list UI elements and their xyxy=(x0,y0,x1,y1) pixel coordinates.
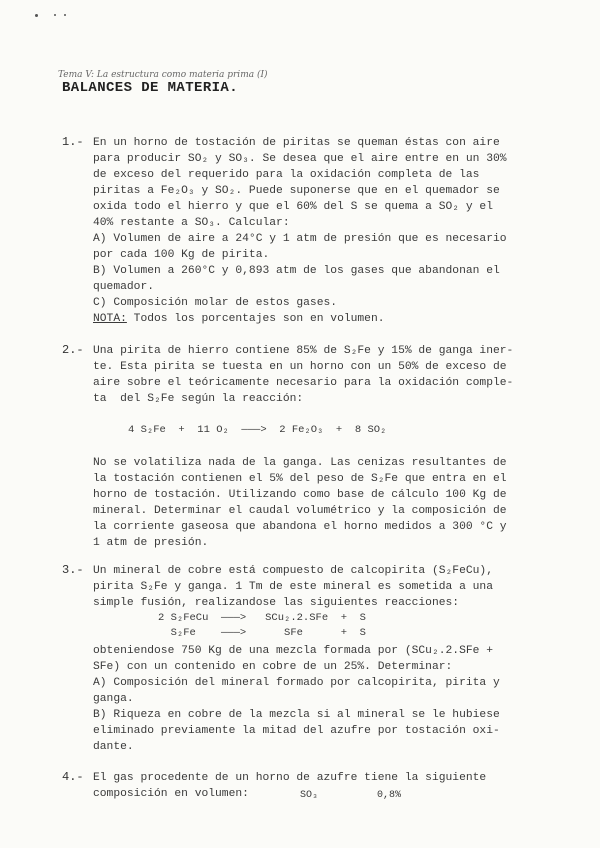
problem-1-line: En un horno de tostación de piritas se queman éstas con aire xyxy=(93,137,500,149)
problem-1-line: 40% restante a SO₃. Calcular: xyxy=(93,217,290,229)
problem-3-line: A) Composición del mineral formado por calcopirita, pirita y xyxy=(93,677,500,689)
problem-1-note xyxy=(93,311,385,327)
problem-number-3: 3.- xyxy=(62,563,84,577)
problem-1-line: de exceso del requerido para la oxidación completa de las xyxy=(93,169,480,181)
problem-2-line: aire sobre el teóricamente necesario para la oxidación comple- xyxy=(93,377,514,389)
problem-1-line: piritas a Fe₂O₃ y SO₂. Puede suponerse que en el quemador se xyxy=(93,185,500,197)
problem-1-line: oxida todo el hierro y que el 60% del S se quema a SO₂ y el xyxy=(93,201,493,213)
problem-2-line: No se volatiliza nada de la ganga. Las cenizas resultantes de xyxy=(93,457,507,469)
problem-3-line: simple fusión, realizandose las siguientes reacciones: xyxy=(93,597,460,609)
gas-component: SO₃ xyxy=(300,790,319,801)
problem-number-1: 1.- xyxy=(62,135,84,149)
problem-2-line: la corriente gaseosa que abandona el horno medidos a 300 °C y xyxy=(93,521,507,533)
problem-1-line: B) Volumen a 260°C y 0,893 atm de los gases que abandonan el xyxy=(93,265,500,277)
problem-1-line: quemador. xyxy=(93,281,155,293)
reaction-2: S₂Fe ———> SFe + S xyxy=(158,627,366,639)
note-label: NOTA: xyxy=(93,313,127,325)
problem-3-line: eliminado previamente la mitad del azufre por tostación oxi- xyxy=(93,725,500,737)
problem-1-line: A) Volumen de aire a 24°C y 1 atm de presión que es necesario xyxy=(93,233,507,245)
problem-1-line: por cada 100 Kg de pirita. xyxy=(93,249,270,261)
problem-2-line: ta del S₂Fe según la reacción: xyxy=(93,393,304,405)
note-text: Todos los porcentajes son en volumen. xyxy=(126,313,385,325)
problem-2-line: mineral. Determinar el caudal volumétrico y la composición de xyxy=(93,505,507,517)
problem-3-line: Un mineral de cobre está compuesto de calcopirita (S₂FeCu), xyxy=(93,565,493,577)
scan-speck xyxy=(35,14,38,17)
problem-2-line: 1 atm de presión. xyxy=(93,537,209,549)
problem-2-line: la tostación contienen el 5% del peso de S₂Fe que entra en el xyxy=(93,473,507,485)
problem-3-line: ganga. xyxy=(93,693,134,705)
problem-number-2: 2.- xyxy=(62,343,84,357)
problem-4-line: composición en volumen: xyxy=(93,788,249,800)
problem-3-line: pirita S₂Fe y ganga. 1 Tm de este mineral es sometida a una xyxy=(93,581,493,593)
problem-4-line: El gas procedente de un horno de azufre tiene la siguiente xyxy=(93,772,487,784)
handwritten-note: Tema V: La estructura como materia prima (I) xyxy=(58,70,268,80)
problem-2-line: horno de tostación. Utilizando como base de cálculo 100 Kg de xyxy=(93,489,507,501)
problem-1-line: para producir SO₂ y SO₃. Se desea que el aire entre en un 30% xyxy=(93,153,507,165)
problem-2-line: Una pirita de hierro contiene 85% de S₂Fe y 15% de ganga iner- xyxy=(93,345,514,357)
problem-number-4: 4.- xyxy=(62,770,84,784)
reaction-1: 2 S₂FeCu ———> SCu₂.2.SFe + S xyxy=(158,612,366,624)
problem-3-line: B) Riqueza en cobre de la mezcla si al mineral se le hubiese xyxy=(93,709,500,721)
problem-3-line: obteniendose 750 Kg de una mezcla formada por (SCu₂.2.SFe + xyxy=(93,645,493,657)
scan-speck xyxy=(54,14,56,16)
reaction-equation: 4 S₂Fe + 11 O₂ ———> 2 Fe₂O₃ + 8 SO₂ xyxy=(128,424,387,436)
problem-1-line: C) Composición molar de estos gases. xyxy=(93,297,338,309)
problem-2-line: te. Esta pirita se tuesta en un horno con un 50% de exceso de xyxy=(93,361,507,373)
gas-percentage: 0,8% xyxy=(377,790,402,801)
problem-3-line: SFe) con un contenido en cobre de un 25%. Determinar: xyxy=(93,661,453,673)
page-title: BALANCES DE MATERIA. xyxy=(62,80,239,96)
problem-3-line: dante. xyxy=(93,741,134,753)
scan-speck xyxy=(64,14,66,16)
